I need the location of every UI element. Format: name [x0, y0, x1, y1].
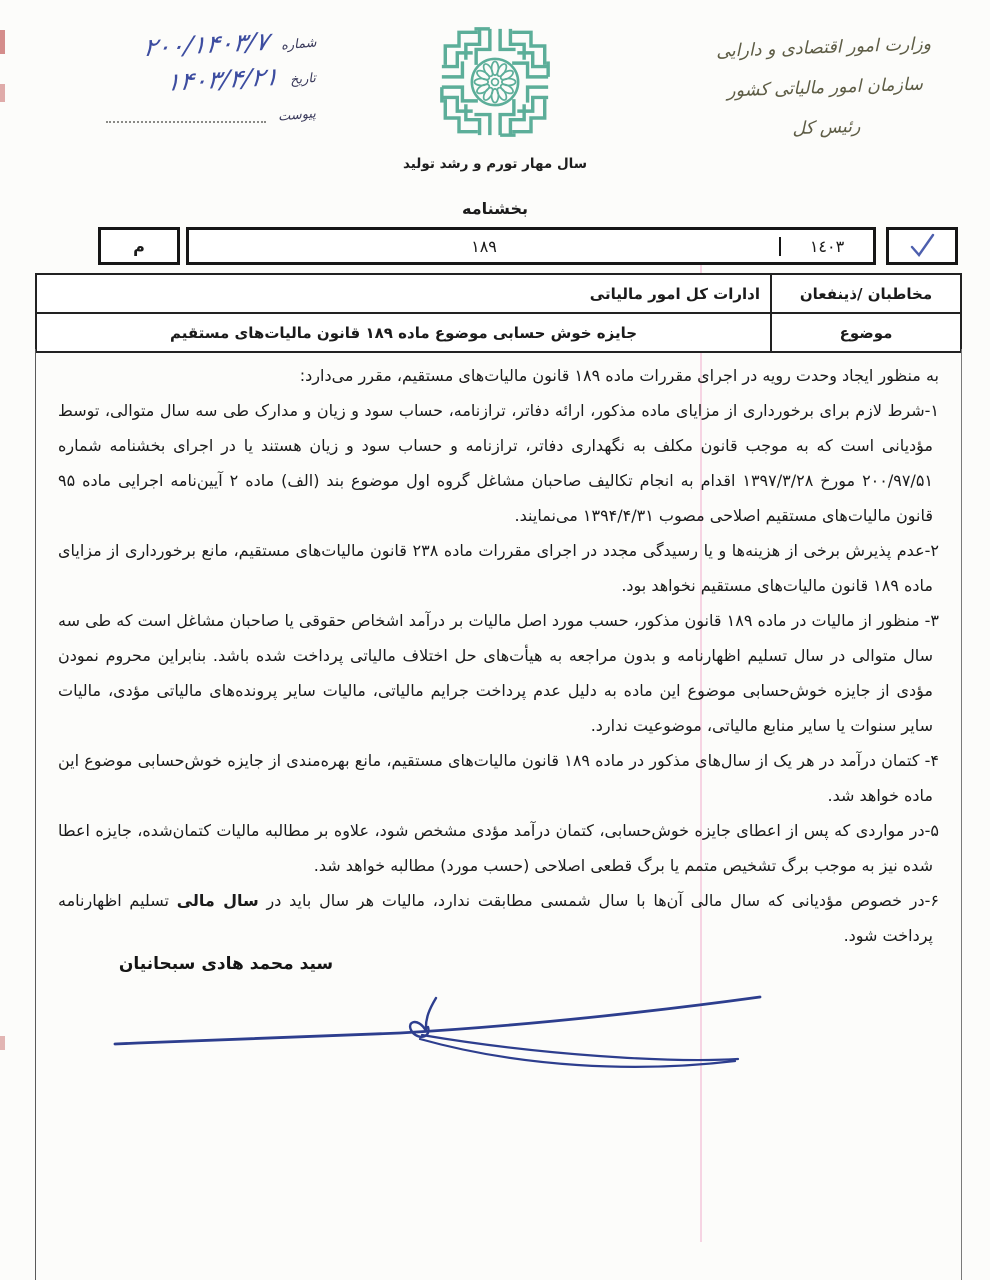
body-item-2: ۲-عدم پذیرش برخی از هزینه‌ها و یا رسیدگی مجدد در اجرای مقررات ماده ۲۳۸ قانون مالیات‌های مستقیم، مانع برخورداری از مزایای ماده ۱۸۹ قانون مالیات‌های مستقیم نخواهد بود.: [58, 541, 939, 595]
ref-date-label: تاریخ: [289, 70, 317, 89]
classification-row: [98, 227, 958, 265]
handwritten-signature: [70, 982, 790, 1077]
body-item-1: ۱-شرط لازم برای برخورداری از مزایای ماده مذکور، ارائه دفاتر، ترازنامه، حساب سود و زیان و مدارک طی سه سال متوالی، توسط مؤدیانی است که به موجب قانون مکلف به نگهداری دفاتر، ترازنامه و حساب سود و زیان هستند یا در اجرای بخشنامه شماره ۲۰۰/۹۷/۵۱ مورخ ۱۳۹۷/۳/۲۸ اقدام به انجام تکالیف صاحبان مشاغل گروه اول موضوع بند (الف) ماده ۲ آیین‌نامه اجرایی ماده ۹۵ قانون مالیات‌های مستقیم اصلاحی مصوب ۱۳۹۴/۴/۳۱ می‌نمایند.: [58, 401, 939, 525]
circular-body: [35, 349, 962, 1280]
checkbox-cell: [886, 227, 958, 265]
scan-artifact: [0, 1036, 5, 1050]
signature-block: [70, 948, 810, 1088]
year-slogan: سال مهار تورم و رشد تولید: [402, 156, 588, 172]
class-code-cell: م: [98, 227, 180, 265]
circular-year: ١٤٠٣: [779, 237, 873, 256]
body-item-6: [58, 883, 939, 953]
table-row-subject: [37, 312, 960, 351]
ref-attachment-label: پیوست: [277, 106, 317, 125]
ministry-line-2: سازمان امور مالیاتی کشور: [726, 74, 924, 102]
reference-block: [16, 26, 316, 123]
body-item-4: ۴- کتمان درآمد در هر یک از سال‌های مذکور در ماده ۱۸۹ قانون مالیات‌های مستقیم، مانع بهره‌مندی از جایزه خوش‌حسابی موضوع این ماده خواهد شد.: [58, 751, 939, 805]
attachment-dotted-line: [106, 109, 266, 123]
ministry-line-3: رئیس کل: [792, 116, 861, 140]
body-intro: به منظور ایجاد وحدت رویه در اجرای مقررات ماده ۱۸۹ قانون مالیات‌های مستقیم، مقرر می‌دارد:: [299, 366, 939, 385]
ref-number-label: شماره: [279, 35, 317, 54]
info-table: [35, 273, 962, 353]
ministry-line-1: وزارت امور اقتصادی و دارایی: [715, 34, 932, 62]
scan-artifact: [0, 84, 5, 102]
body-item-6-post: تسلیم اظهارنامه پرداخت شود.: [58, 891, 933, 945]
ref-number-value: ۲۰۰/۱۴۰۳/۷: [141, 26, 271, 63]
scan-artifact: [0, 30, 5, 54]
ref-date-value: ۱۴۰۳/۴/۲۱: [165, 62, 281, 97]
class-number-year-cell: [186, 227, 876, 265]
subject-label: موضوع: [770, 314, 960, 351]
signer-name: سید محمد هادی سبحانیان: [118, 954, 334, 974]
body-item-6-pre: ۶-در خصوص مؤدیانی که سال مالی آن‌ها با سال شمسی مطابقت ندارد، مالیات هر سال باید در: [258, 891, 940, 910]
tax-administration-logo-icon: [432, 22, 558, 142]
addressees-value: ادارات کل امور مالیاتی: [589, 284, 760, 303]
body-item-6-bold: سال مالی: [176, 891, 259, 910]
circular-number: ۱۸۹: [471, 236, 497, 256]
check-mark-icon: [907, 232, 937, 260]
document-type-title: بخشنامه: [462, 199, 528, 218]
addressees-label: مخاطبان /ذینفعان: [770, 275, 960, 312]
subject-value: جایزه خوش حسابی موضوع ماده ۱۸۹ قانون مالیات‌های مستقیم: [169, 323, 638, 342]
body-item-3: ۳- منظور از مالیات در ماده ۱۸۹ قانون مذکور، حسب مورد اصل مالیات بر درآمد اشخاص حقوقی یا صاحبان مشاغل است که طی سه سال متوالی در سال تسلیم اظهارنامه و بدون مراجعه به هیأت‌های حل اختلاف مالیاتی پرداخت شده باشد. بنابراین محروم نمودن مؤدی از جایزه خوش‌حسابی موضوع این ماده به دلیل عدم پرداخت جرایم مالیاتی، مالیات سایر پرونده‌های مالیاتی مؤدی، مالیات سایر سنوات یا سایر منابع مالیاتی، موضوعیت ندارد.: [58, 611, 939, 735]
ministry-letterhead: [668, 23, 982, 154]
table-row-addressees: [37, 275, 960, 312]
body-item-5: ۵-در مواردی که پس از اعطای جایزه خوش‌حسابی، کتمان درآمد مؤدی مشخص شود، علاوه بر مطالبه مالیات کتمان‌شده، جایزه اعطا شده نیز به موجب برگ تشخیص متمم یا برگ قطعی اصلاحی (حسب مورد) مطالبه خواهد شد.: [58, 821, 939, 875]
